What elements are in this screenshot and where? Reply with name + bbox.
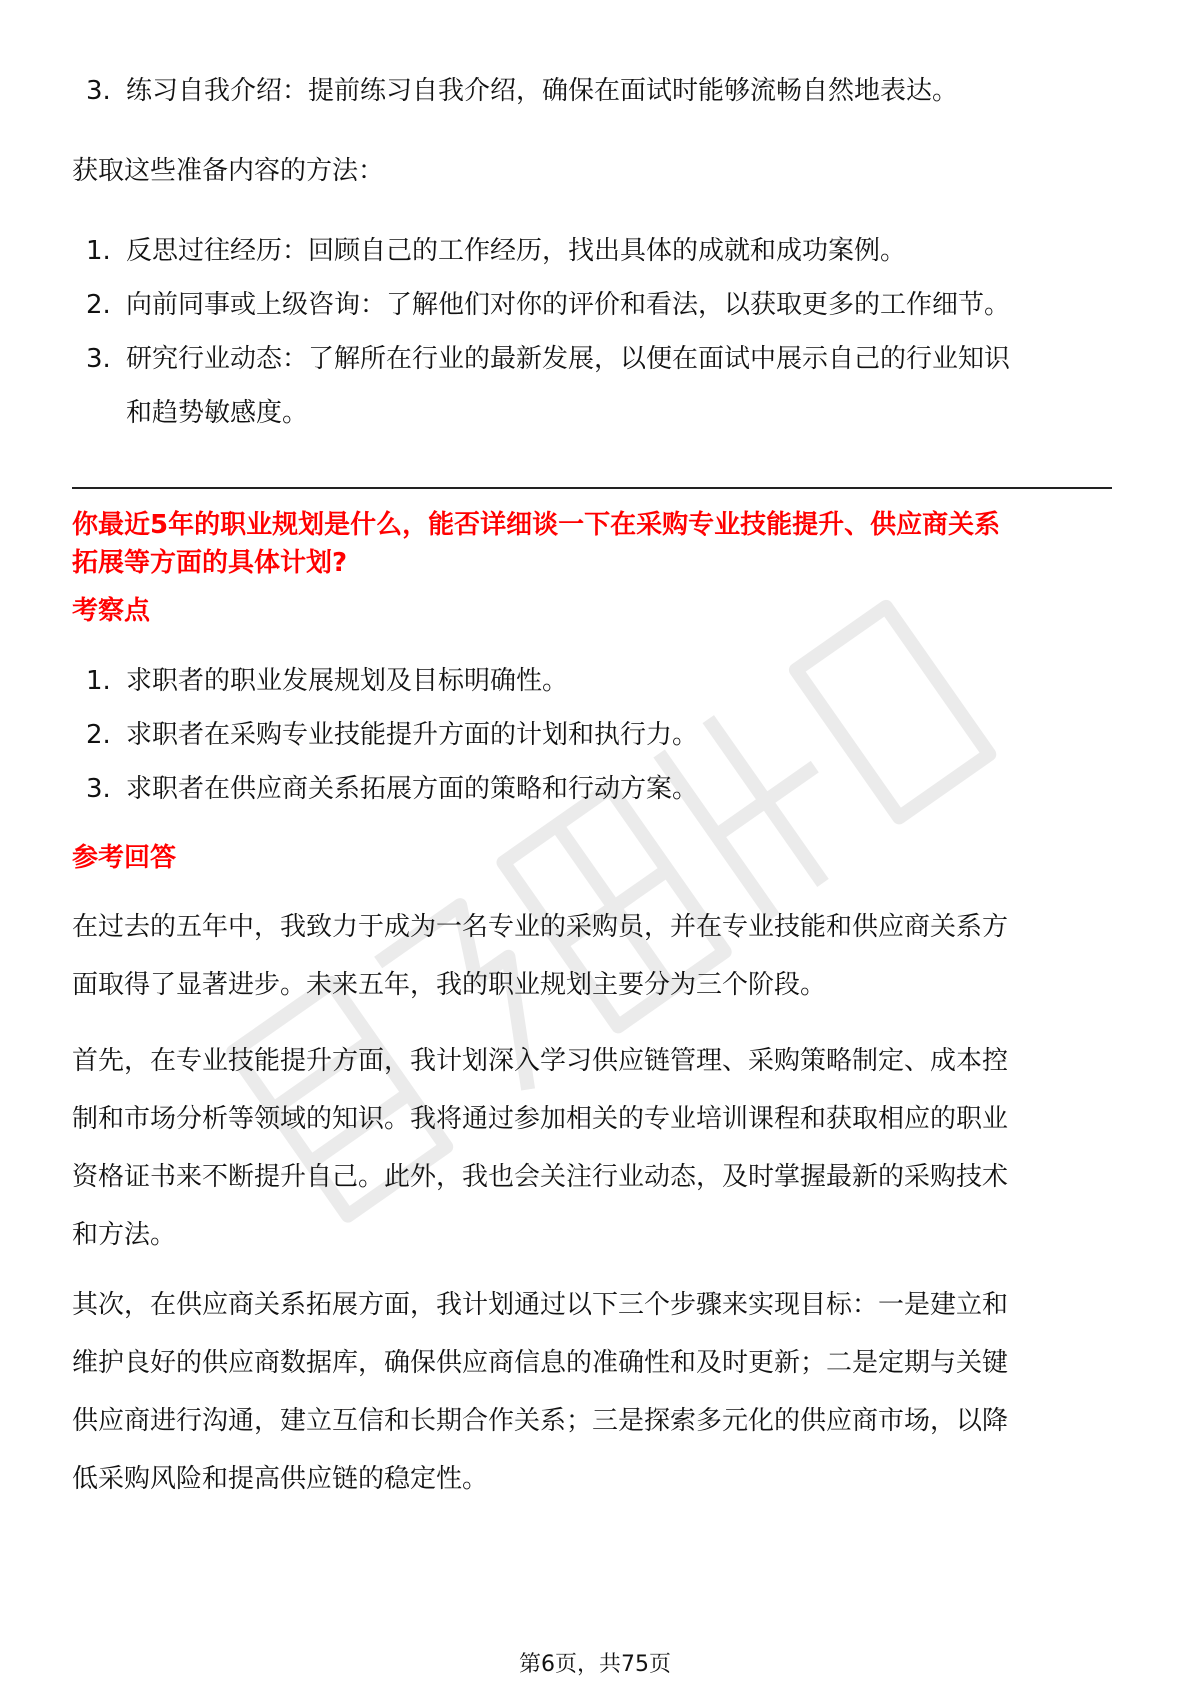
answer-paragraph [72, 1032, 1112, 1264]
list-text: 研究行业动态：了解所在行业的最新发展，以便在面试中展示自己的行业知识 [126, 344, 1011, 374]
list-text: 和趋势敏感度。 [126, 398, 309, 428]
list-text: 向前同事或上级咨询：了解他们对你的评价和看法，以获取更多的工作细节。 [126, 290, 1011, 320]
paragraph-line: 制和市场分析等领域的知识。我将通过参加相关的专业培训课程和获取相应的职业 [72, 1104, 1009, 1134]
page-footer: 第6页，共75页 [519, 1652, 671, 1677]
list-item [86, 222, 906, 280]
methods-heading: 获取这些准备内容的方法： [72, 156, 385, 186]
list-item [86, 760, 698, 818]
list-number: 1. [86, 236, 111, 266]
focus-heading: 考察点 [72, 596, 151, 626]
question-title-line1: 你最近5年的职业规划是什么，能否详细谈一下在采购专业技能提升、供应商关系 [72, 510, 1001, 540]
list-number: 1. [86, 666, 111, 696]
paragraph-line: 其次，在供应商关系拓展方面，我计划通过以下三个步骤来实现目标：一是建立和 [72, 1290, 1009, 1320]
list-item [86, 652, 568, 710]
list-item [86, 330, 1010, 388]
list-item-continuation [86, 384, 308, 442]
paragraph-line: 资格证书来不断提升自己。此外，我也会关注行业动态，及时掌握最新的采购技术 [72, 1162, 1009, 1192]
answer-paragraph [72, 898, 1112, 1014]
list-item [86, 62, 958, 120]
paragraph-line: 供应商进行沟通，建立互信和长期合作关系；三是探索多元化的供应商市场，以降 [72, 1406, 1009, 1436]
list-text: 求职者在采购专业技能提升方面的计划和执行力。 [126, 720, 699, 750]
list-item [86, 276, 1010, 334]
list-text: 练习自我介绍：提前练习自我介绍，确保在面试时能够流畅自然地表达。 [126, 76, 959, 106]
paragraph-line: 维护良好的供应商数据库，确保供应商信息的准确性和及时更新；二是定期与关键 [72, 1348, 1009, 1378]
section-divider [72, 487, 1112, 489]
list-number: 2. [86, 290, 111, 320]
list-number: 3. [86, 774, 111, 804]
paragraph-line: 在过去的五年中，我致力于成为一名专业的采购员，并在专业技能和供应商关系方 [72, 912, 1009, 942]
list-text: 反思过往经历：回顾自己的工作经历，找出具体的成就和成功案例。 [126, 236, 907, 266]
list-number: 2. [86, 720, 111, 750]
list-number: 3. [86, 76, 111, 106]
paragraph-line: 低采购风险和提高供应链的稳定性。 [72, 1464, 489, 1494]
paragraph-line: 和方法。 [72, 1220, 177, 1250]
answer-heading: 参考回答 [72, 843, 177, 873]
paragraph-line: 面取得了显著进步。未来五年，我的职业规划主要分为三个阶段。 [72, 970, 827, 1000]
question-title-line2: 拓展等方面的具体计划? [72, 548, 348, 578]
list-text: 求职者在供应商关系拓展方面的策略和行动方案。 [126, 774, 699, 804]
list-text: 求职者的职业发展规划及目标明确性。 [126, 666, 569, 696]
answer-paragraph [72, 1276, 1112, 1508]
paragraph-line: 首先，在专业技能提升方面，我计划深入学习供应链管理、采购策略制定、成本控 [72, 1046, 1009, 1076]
list-number: 3. [86, 344, 111, 374]
list-item [86, 706, 698, 764]
